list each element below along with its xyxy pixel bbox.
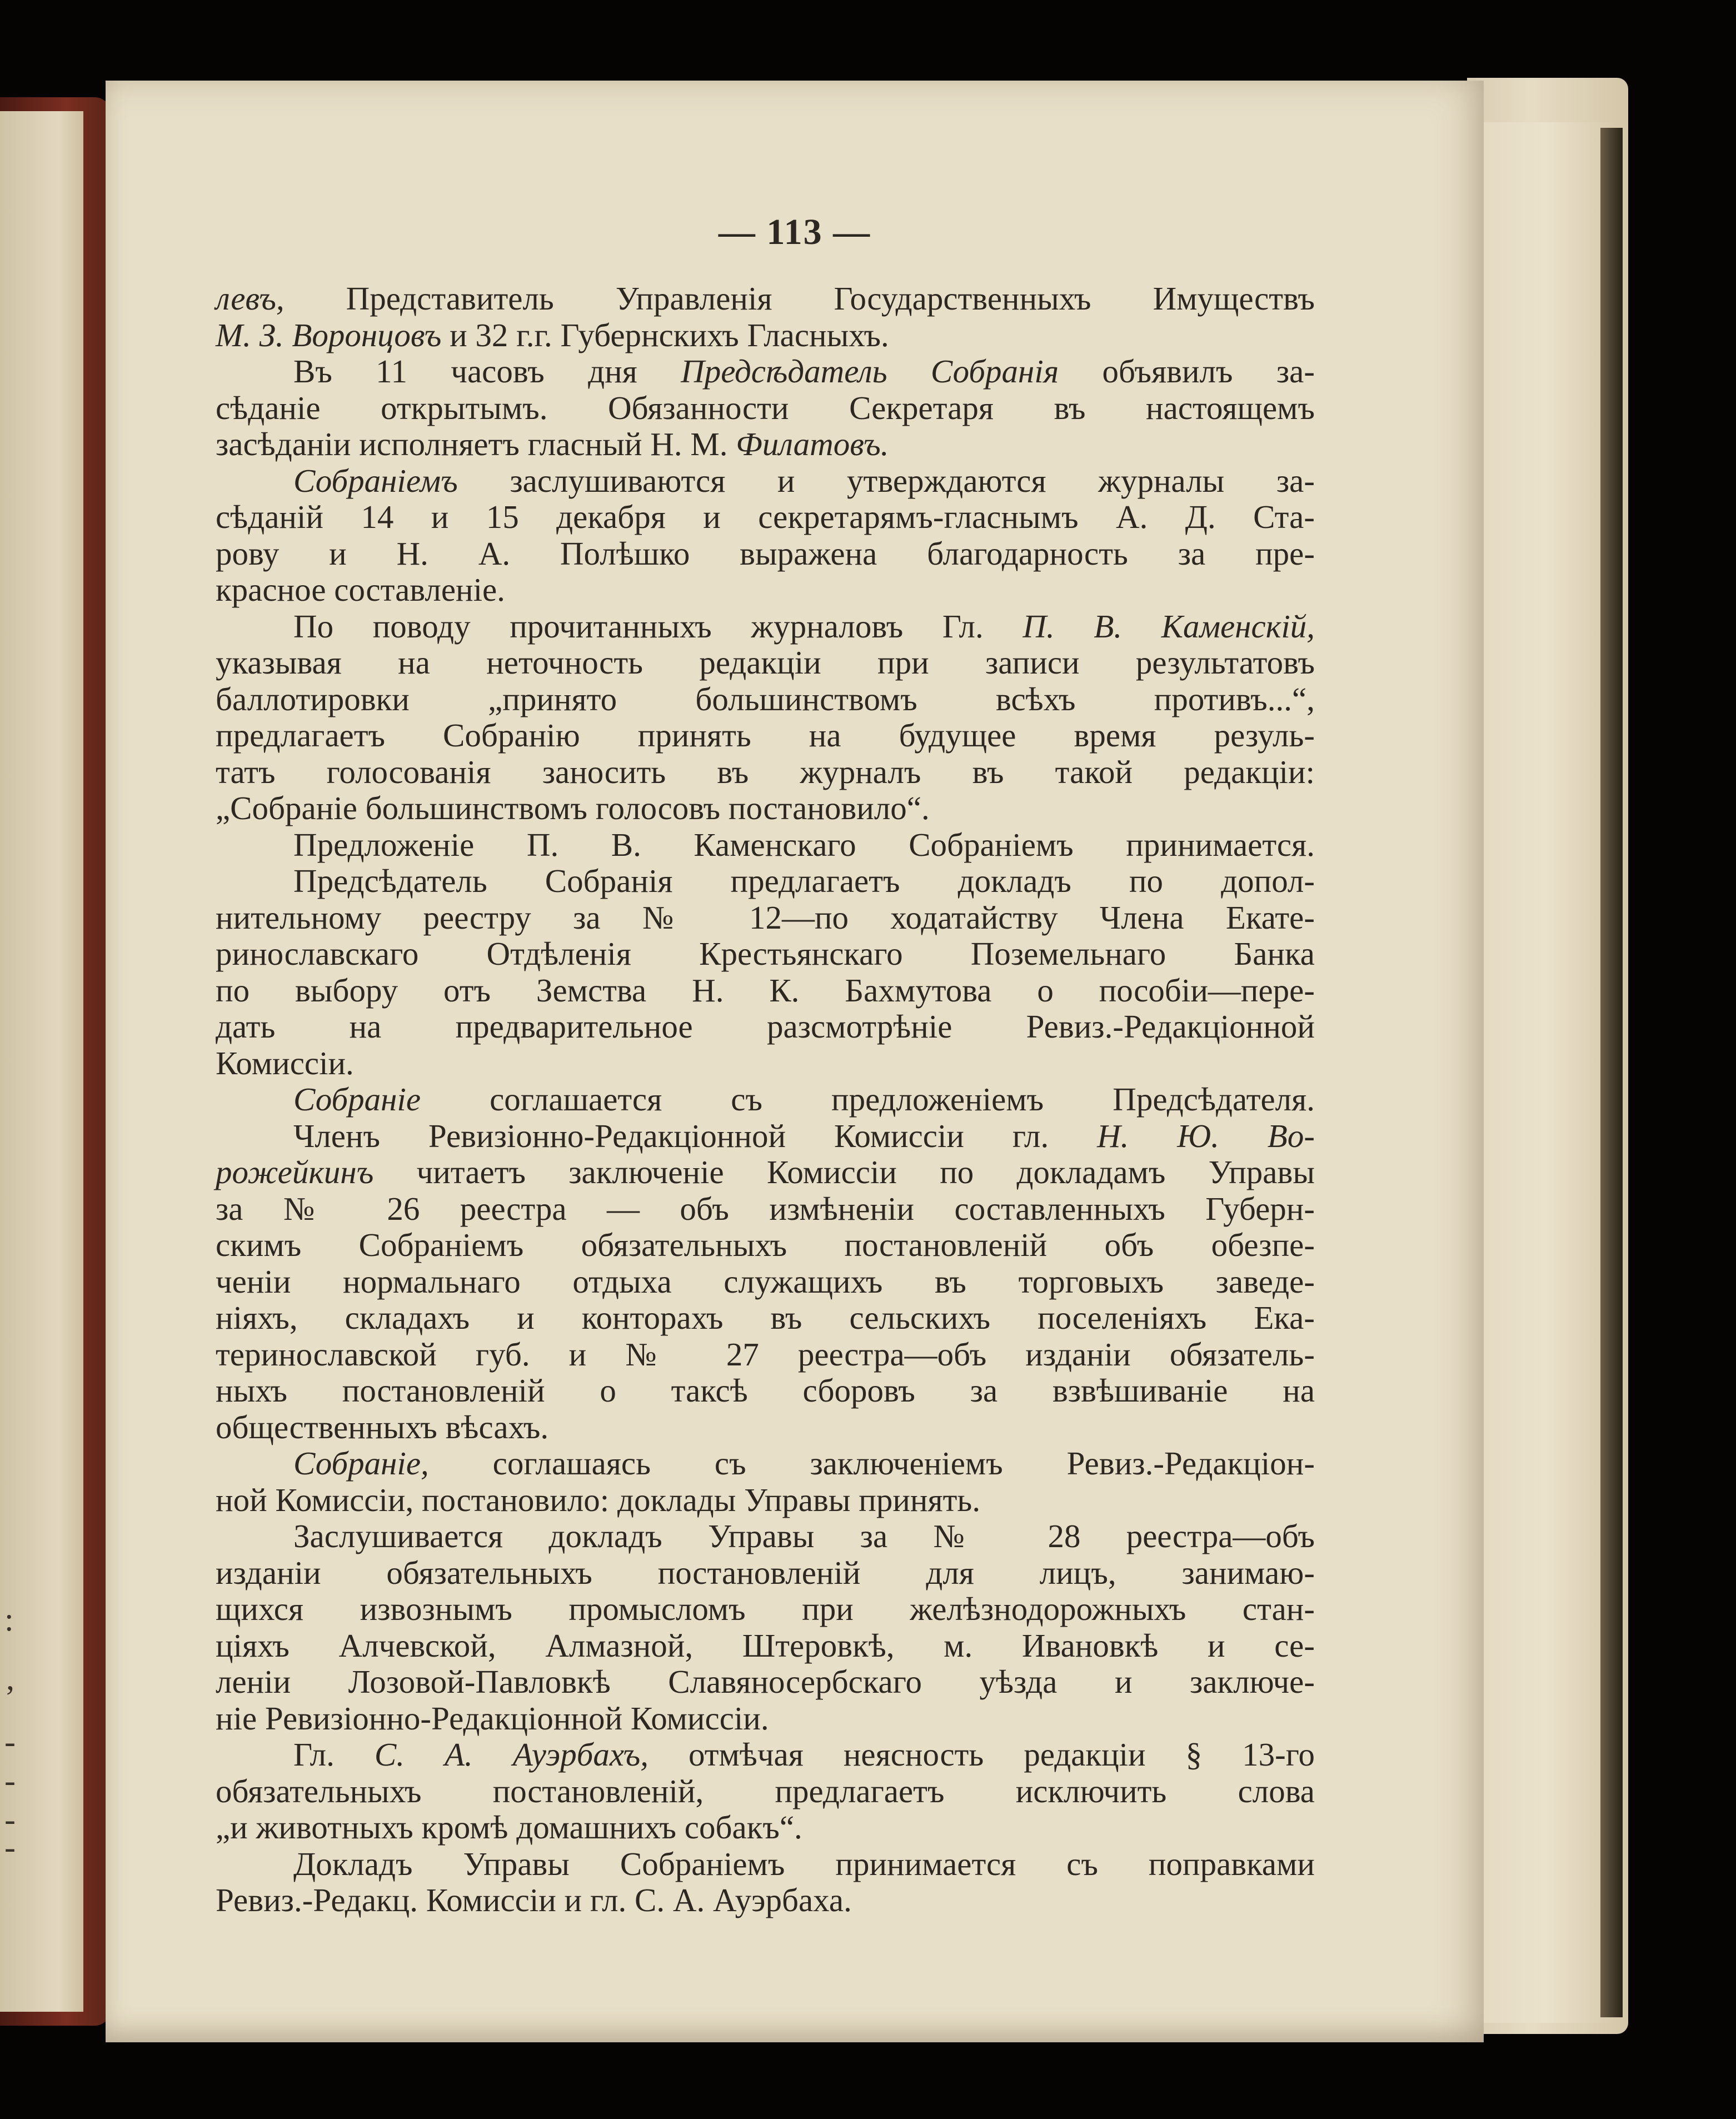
text-line [216,426,1315,463]
text-segment: татъ голосованія заносить въ журналъ въ такой редакціи: [216,753,1315,790]
text-segment: ченіи нормальнаго отдыха служащихъ въ торговыхъ заведе- [216,1263,1315,1300]
margin-mark: : [4,1601,14,1638]
text-segment: объявилъ за- [1059,353,1315,390]
text-line [216,1518,1315,1555]
text-segment: щихся извознымъ промысломъ при желѣзнодорожныхъ стан- [216,1591,1315,1627]
text-segment: по выбору отъ Земства Н. К. Бахмутова о пособіи—пере- [216,971,1315,1009]
text-segment: ныхъ постановленій о таксѣ сборовъ за взвѣшиваніе на [216,1372,1315,1409]
text-line [216,754,1315,791]
italic-name: П. В. Каменскій, [1022,607,1315,645]
text-line [216,390,1315,427]
text-segment: „Собраніе большинствомъ голосовъ постановило“. [216,790,930,826]
text-segment: соглашаясь съ заключеніемъ Ревиз.-Редакціон- [428,1445,1315,1482]
text-line [216,1445,1315,1482]
text-line [216,1337,1315,1373]
italic-name: С. А. Ауэрбахъ, [374,1736,648,1773]
text-segment: Членъ Ревизіонно-Редакціонной Комиссіи гл. [293,1117,1098,1154]
text-segment: соглашается съ предложеніемъ Предсѣдателя. [421,1081,1315,1118]
italic-name: левъ, [216,280,285,317]
left-margin-marks [0,0,22,2119]
text-line [216,1701,1315,1737]
text-segment: По поводу прочитанныхъ журналовъ Гл. [293,607,1023,645]
text-segment: отмѣчая неясность редакціи § 13-го [648,1736,1315,1773]
text-segment: указывая на неточность редакціи при записи результатовъ [216,644,1315,681]
text-line [216,281,1315,317]
text-segment: Докладъ Управы Собраніемъ принимается съ поправками [293,1845,1315,1882]
text-segment: дать на предварительное разсмотрѣніе Ревиз.-Редакціонной [216,1008,1315,1045]
text-line [216,1591,1315,1628]
text-line [216,1009,1315,1045]
text-segment: и 32 г.г. Губернскихъ Гласныхъ. [441,316,889,353]
text-segment: красное составленіе. [216,571,505,608]
text-segment: ціяхъ Алчевской, Алмазной, Штеровкѣ, м. Ивановкѣ и се- [216,1627,1315,1664]
text-segment: скимъ Собраніемъ обязательныхъ постановленій объ обезпе- [216,1226,1315,1263]
margin-mark: ’ [4,1679,16,1716]
text-line [216,572,1315,609]
text-segment: сѣданіе открытымъ. Обязанности Секретаря въ настоящемъ [216,389,1315,426]
text-segment: ніяхъ, складахъ и конторахъ въ сельскихъ поселеніяхъ Ека- [216,1299,1315,1336]
text-segment: нительному реестру за № 12—по ходатайству Члена Екате- [216,899,1315,936]
text-line [216,1045,1315,1082]
italic-name: рожейкинъ [216,1154,374,1190]
book-page [106,81,1484,2042]
text-line [216,936,1315,973]
text-segment: общественныхъ вѣсахъ. [216,1408,549,1445]
italic-name: Предсѣдатель Собранія [681,353,1059,390]
text-line [216,536,1315,572]
text-line [216,790,1315,827]
text-line [216,1664,1315,1701]
text-segment: Въ 11 часовъ дня [293,353,681,390]
text-line [216,1846,1315,1883]
text-line [216,973,1315,1009]
italic-name: Собраніе, [293,1445,429,1482]
text-segment: заслушиваются и утверждаются журналы за- [457,462,1315,499]
text-segment: ринославскаго Отдѣленія Крестьянскаго Поземельнаго Банка [216,935,1315,972]
text-segment: засѣданіи исполняетъ гласный Н. М. [216,426,736,462]
text-segment: обязательныхъ постановленій, предлагаетъ исключить слова [216,1772,1315,1809]
text-line [216,1628,1315,1664]
text-segment: Комиссіи. [216,1044,354,1081]
text-segment: леніи Лозовой-Павловкѣ Славяносербскаго уѣзда и заключе- [216,1663,1315,1700]
italic-name: Н. Ю. Во- [1097,1117,1315,1154]
text-line [216,717,1315,754]
text-segment: сѣданій 14 и 15 декабря и секретарямъ-гласнымъ А. Д. Ста- [216,498,1315,535]
text-line [216,1482,1315,1519]
page-text-block [216,281,1315,1919]
text-segment: Предсѣдатель Собранія предлагаетъ докладъ по допол- [293,862,1315,899]
text-line [216,1737,1315,1773]
text-line [216,827,1315,864]
text-line [216,1264,1315,1300]
text-segment: за № 26 реестра — объ измѣненіи составленныхъ Губерн- [216,1190,1315,1227]
text-line [216,1409,1315,1446]
text-line [216,1373,1315,1409]
text-line [216,1154,1315,1191]
text-segment: читаетъ заключеніе Комиссіи по докладамъ Управы [373,1154,1315,1190]
text-line [216,1081,1315,1118]
text-segment: Ревиз.-Редакц. Комиссіи и гл. С. А. Ауэрбаха. [216,1882,852,1918]
text-line [216,609,1315,645]
text-line [216,1773,1315,1810]
text-line [216,1118,1315,1155]
text-line [216,1191,1315,1228]
text-line [216,499,1315,536]
text-segment: баллотировки „принято большинствомъ всѣхъ противъ...“, [216,680,1315,717]
text-segment: предлагаетъ Собранію принять на будущее время резуль- [216,717,1315,754]
italic-name: Собраніемъ [293,462,458,499]
text-segment: „и животныхъ кромѣ домашнихъ собакъ“. [216,1809,802,1846]
text-line [216,353,1315,390]
text-line [216,1882,1315,1919]
margin-mark: - [4,1801,16,1838]
text-segment: ной Комиссіи, постановило: доклады Управы принять. [216,1481,981,1518]
italic-name: М. З. Воронцовъ [216,316,442,353]
text-line [216,863,1315,900]
margin-mark: - [4,1723,16,1760]
text-line [216,463,1315,500]
text-line [216,1300,1315,1337]
text-line [216,681,1315,718]
text-line [216,1809,1315,1846]
text-line [216,317,1315,354]
text-segment: теринославской губ. и № 27 реестра—объ изданіи обязатель- [216,1335,1315,1373]
italic-name: Филатовъ. [736,426,889,462]
page-number: — 113 — [718,212,871,252]
text-segment: Заслушивается докладъ Управы за № 28 реестра—объ [293,1518,1315,1554]
text-segment: Предложеніе П. В. Каменскаго Собраніемъ принимается. [293,826,1315,863]
page-stack-shadow [1600,128,1623,2017]
text-segment: Гл. [293,1736,375,1773]
text-segment: ніе Ревизіонно-Редакціонной Комиссіи. [216,1699,769,1737]
text-line [216,900,1315,936]
text-segment: рову и Н. А. Полѣшко выражена благодарность за пре- [216,535,1315,572]
text-line [216,1227,1315,1264]
text-segment: изданіи обязательныхъ постановленій для лицъ, занимаю- [216,1554,1315,1591]
margin-mark: - [4,1829,16,1866]
text-line [216,1555,1315,1592]
text-segment: Представитель Управленія Государственныхъ Имуществъ [284,280,1315,317]
italic-name: Собраніе [293,1081,421,1118]
text-line [216,645,1315,681]
margin-mark: - [4,1762,16,1799]
